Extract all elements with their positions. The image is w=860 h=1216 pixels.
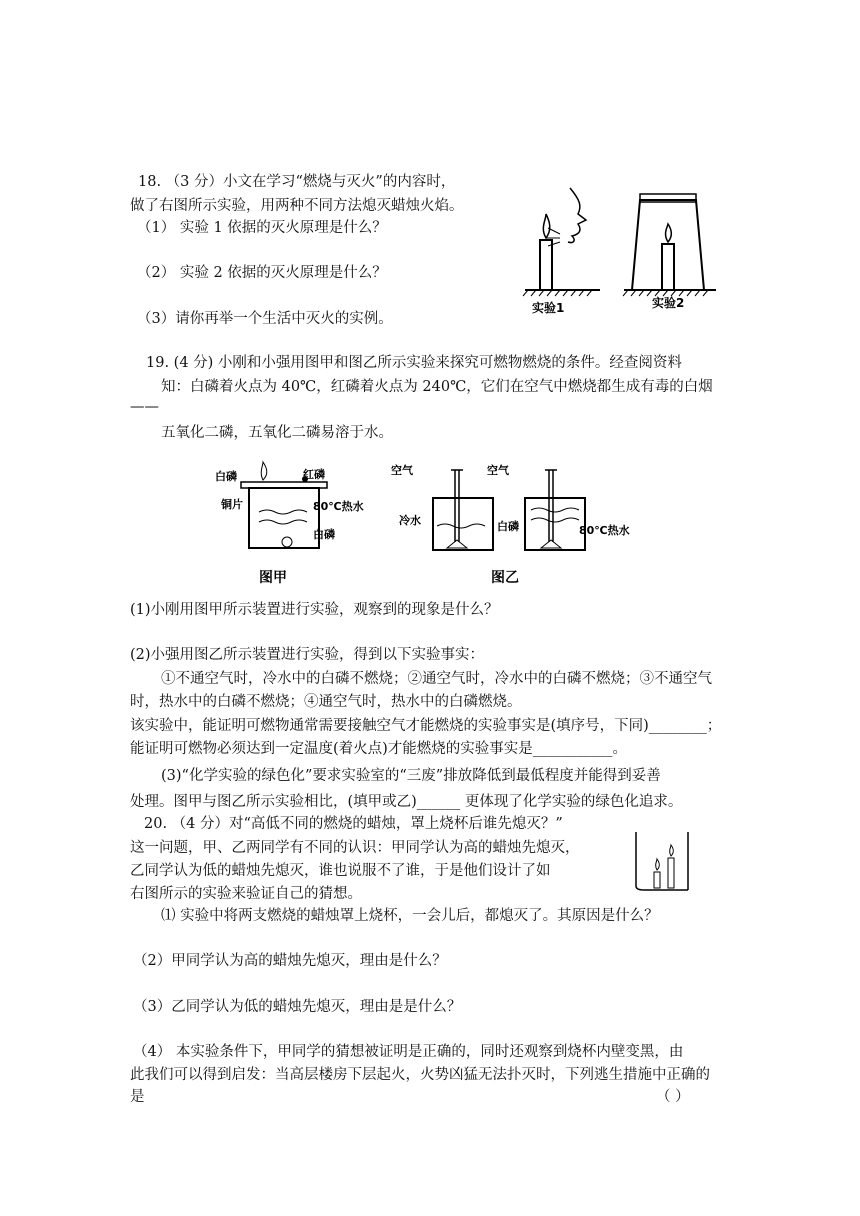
figA-red-phosphorus-label: 红磷 [303, 468, 325, 481]
q19-facts1: ①不通空气时，冷水中的白磷不燃烧；②通空气时，冷水中的白磷不燃烧；③不通空气 [161, 671, 712, 687]
q20-line1: 20. （4 分）对“高低不同的燃烧的蜡烛，罩上烧杯后谁先熄灭？” [144, 816, 563, 832]
figA-hot-water-label: 80℃热水 [313, 500, 364, 513]
figB-hot-water-label: 80℃热水 [579, 524, 630, 537]
q19-sub1: (1)小刚用图甲所示装置进行实验，观察到的现象是什么？ [130, 602, 499, 618]
q20-sub1: ⑴ 实验中将两支燃烧的蜡烛罩上烧杯，一会儿后，都熄灭了。其原因是什么？ [161, 908, 659, 924]
figB-white-phosphorus-label: 白磷 [497, 520, 519, 533]
q19-sub3a: (3)“化学实验的绿色化”要求实验室的“三废”排放降低到最低程度并能得到妥善 [161, 768, 661, 784]
figA-copper-label: 铜片 [221, 498, 243, 511]
q20-line3: 乙同学认为低的蜡烛先熄灭，谁也说服不了谁，于是他们设计了如 [130, 863, 551, 879]
candle-experiment-figure [520, 180, 720, 320]
figB-cold-water-label: 冷水 [399, 514, 421, 527]
q19-q2b: 能证明可燃物必须达到一定温度(着火点)才能燃烧的实验事实是___________。 [130, 741, 628, 757]
fig-label-exp1: 实验1 [532, 301, 565, 315]
phosphorus-experiment-figure [215, 458, 645, 588]
figA-white-phosphorus-label-2: 白磷 [313, 528, 335, 541]
figB-caption: 图乙 [491, 570, 519, 586]
q20-sub4b: 此我们可以得到启发：当高层楼房下层起火，火势凶猛无法扑灭时，下列逃生措施中正确的 [130, 1067, 710, 1083]
q19-line2: 知：白磷着火点为 40℃，红磷着火点为 240℃，它们在空气中燃烧都生成有毒的白烟 [161, 379, 713, 395]
covered-candles-figure [630, 828, 694, 894]
q19-line1: 19. (4 分) 小刚和小强用图甲和图乙所示实验来探究可燃物燃烧的条件。经查阅资料 [146, 355, 682, 371]
q20-sub4c: 是 [130, 1089, 145, 1105]
q19-facts2: 时，热水中的白磷不燃烧；④通空气时，热水中的白磷燃烧。 [130, 694, 522, 710]
q18-sub3: （3）请你再举一个生活中灭火的实例。 [137, 311, 393, 327]
fig-label-exp2: 实验2 [652, 296, 685, 310]
answer-parentheses: （ ） [656, 1089, 690, 1105]
q20-line2: 这一问题，甲、乙两同学有不同的认识：甲同学认为高的蜡烛先熄灭， [130, 840, 580, 856]
figB-air-label-1: 空气 [391, 464, 413, 477]
q19-q2a: 该实验中，能证明可燃物通常需要接触空气才能燃烧的实验事实是(填序号，下同)________； [130, 718, 722, 734]
q19-sub3b: 处理。图甲与图乙所示实验相比，(填甲或乙)______ 更体现了化学实验的绿色化追求。 [130, 794, 683, 810]
q20-sub4a: （4） 本实验条件下，甲同学的猜想被证明是正确的，同时还观察到烧杯内壁变黑，由 [133, 1044, 684, 1060]
q19-sub2: (2)小强用图乙所示装置进行实验，得到以下实验事实： [130, 647, 485, 663]
q20-line4: 右图所示的实验来验证自己的猜想。 [130, 886, 362, 902]
q18-sub1: （1） 实验 1 依据的灭火原理是什么？ [137, 220, 387, 236]
figA-white-phosphorus-label: 白磷 [215, 470, 237, 483]
figB-air-label-2: 空气 [487, 464, 509, 477]
q20-sub2: （2）甲同学认为高的蜡烛先熄灭，理由是什么？ [133, 953, 447, 969]
q18-sub2: （2） 实验 2 依据的灭火原理是什么？ [137, 265, 387, 281]
q20-sub3: （3）乙同学认为低的蜡烛先熄灭，理由是是什么？ [133, 999, 462, 1015]
figA-caption: 图甲 [259, 570, 287, 586]
q18-line1: 18. （3 分）小文在学习“燃烧与灭火”的内容时， [138, 174, 456, 190]
q19-line2b: —— [130, 399, 159, 415]
q19-line3: 五氧化二磷，五氧化二磷易溶于水。 [161, 425, 393, 441]
q18-line2: 做了右图所示实验，用两种不同方法熄灭蜡烛火焰。 [130, 198, 464, 214]
